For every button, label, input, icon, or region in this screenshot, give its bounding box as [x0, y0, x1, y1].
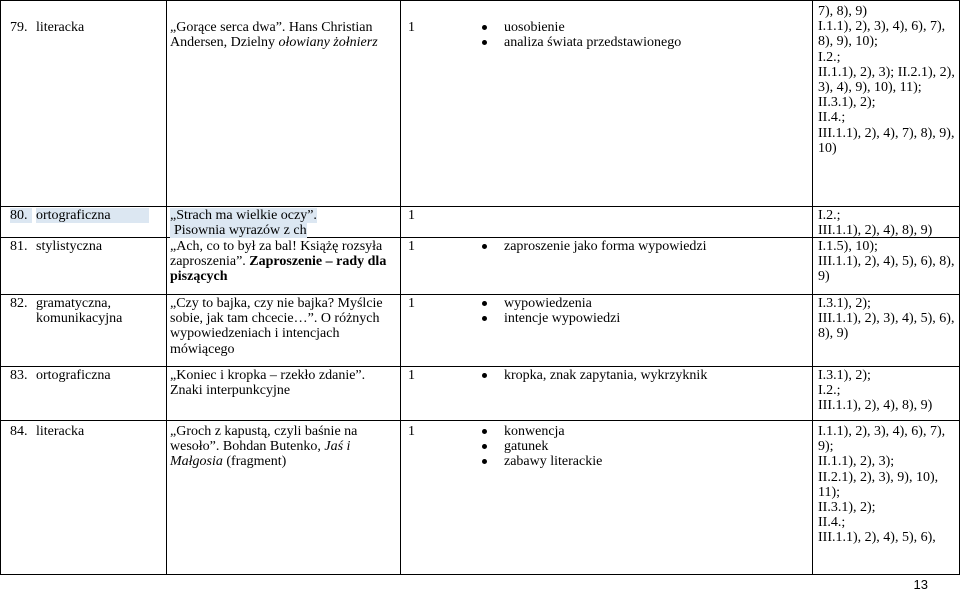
- lesson-title: „Koniec i kropka – rzekło zdanie”. Znaki interpunkcyjne: [170, 368, 366, 399]
- lesson-title: „Gorące serca dwa”. Hans Christian Andersen, Dzielny ołowiany żołnierz: [170, 20, 378, 51]
- row-number: 83.: [10, 368, 28, 383]
- curriculum-codes: I.3.1), 2); III.1.1), 2), 3), 4), 5), 6), 8), 9): [818, 296, 955, 342]
- lesson-hours: 1: [408, 424, 415, 439]
- grid-line: [0, 206, 960, 207]
- list-item: wypowiedzenia: [470, 296, 810, 311]
- lesson-type: literacka: [36, 424, 85, 439]
- lesson-title: „Groch z kapustą, czyli baśnie na wesoło”. Bohdan Butenko, Jaś i Małgosia (fragment): [170, 424, 358, 470]
- list-item: konwencja: [470, 424, 810, 439]
- grid-line: [0, 366, 960, 367]
- grid-line: [0, 420, 960, 421]
- row-number: 82.: [10, 296, 28, 311]
- lesson-type: stylistyczna: [36, 239, 103, 254]
- list-item: analiza świata przedstawionego: [470, 35, 810, 50]
- grid-line: [0, 0, 1, 574]
- grid-line: [0, 0, 960, 1]
- grid-line: [166, 0, 167, 574]
- lesson-hours: 1: [408, 368, 415, 383]
- grid-line: [0, 574, 960, 575]
- grid-line: [0, 294, 960, 295]
- list-item: kropka, znak zapytania, wykrzyknik: [470, 368, 810, 383]
- lesson-title: „Czy to bajka, czy nie bajka? Myślcie sobie, jak tam chcecie…”. O różnych wypowiedzeniach i intencjach mówiącego: [170, 296, 383, 357]
- lesson-type: literacka: [36, 20, 85, 35]
- lesson-title: „Strach ma wielkie oczy”. Pisownia wyrazów z ch: [170, 208, 317, 239]
- row-number: 84.: [10, 424, 28, 439]
- lesson-type: ortograficzna: [36, 208, 149, 223]
- list-item: zabawy literackie: [470, 454, 810, 469]
- lesson-hours: 1: [408, 239, 415, 254]
- topics-list: [470, 368, 810, 383]
- lesson-title: „Ach, co to był za bal! Książę rozsyła zaproszenia”. Zaproszenie – rady dla piszących: [170, 239, 387, 285]
- curriculum-codes: 7), 8), 9) I.1.1), 2), 3), 4), 6), 7), 8), 9), 10); I.2.; II.1.1), 2), 3); II.2.1), 2), 3), 4), 9), 10), 11); II.3.1), 2); II.4.; III.1.1), 2), 4), 7), 8), 9), 10): [818, 4, 955, 156]
- grid-line: [812, 0, 813, 574]
- row-number: 80.: [10, 208, 32, 223]
- topics-list: [470, 239, 810, 254]
- curriculum-codes: I.1.5), 10); III.1.1), 2), 4), 5), 6), 8), 9): [818, 239, 955, 285]
- list-item: uosobienie: [470, 20, 810, 35]
- lesson-type: gramatyczna, komunikacyjna: [36, 296, 123, 327]
- topics-list: [470, 20, 810, 50]
- curriculum-codes: I.2.; III.1.1), 2), 4), 8), 9): [818, 208, 933, 239]
- grid-line: [400, 0, 401, 574]
- lesson-hours: 1: [408, 20, 415, 35]
- page-number: 13: [913, 577, 928, 592]
- lesson-type: ortograficzna: [36, 368, 111, 383]
- row-number: 79.: [10, 20, 28, 35]
- list-item: gatunek: [470, 439, 810, 454]
- lesson-hours: 1: [408, 208, 415, 223]
- topics-list: [470, 424, 810, 470]
- curriculum-codes: I.3.1), 2); I.2.; III.1.1), 2), 4), 8), 9): [818, 368, 933, 414]
- list-item: intencje wypowiedzi: [470, 311, 810, 326]
- topics-list: [470, 296, 810, 326]
- row-number: 81.: [10, 239, 28, 254]
- lesson-hours: 1: [408, 296, 415, 311]
- grid-line: [0, 237, 960, 238]
- list-item: zaproszenie jako forma wypowiedzi: [470, 239, 810, 254]
- curriculum-codes: I.1.1), 2), 3), 4), 6), 7), 9); II.1.1), 2), 3); II.2.1), 2), 3), 9), 10), 11); II.3.1), 2); II.4.; III.1.1), 2), 4), 5), 6),: [818, 424, 946, 546]
